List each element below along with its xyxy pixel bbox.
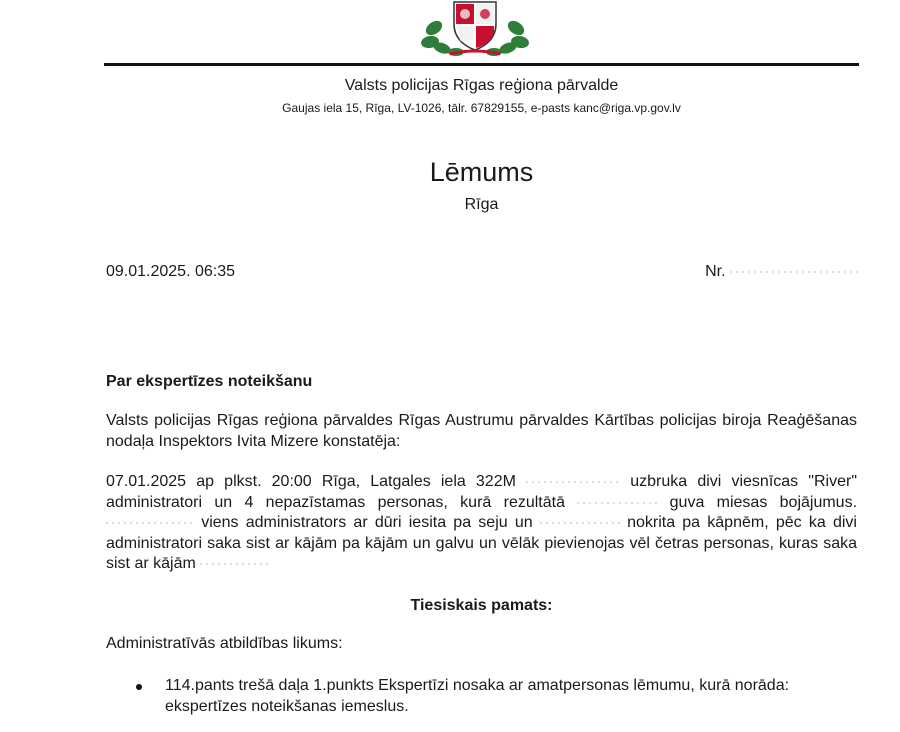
- incident-text-part5: nokrita pa kāpnēm, pēc ka divi administratori saka sist ar kājām pa kājām un galvu un vēlāk pievienojas vēl četras personas, kuras saka sist ar kājām: [106, 514, 857, 572]
- document-title: Lēmums: [429, 157, 534, 187]
- document-number-prefix: Nr.: [705, 263, 730, 280]
- legal-provisions-list: [106, 676, 857, 717]
- incident-description-paragraph: [106, 472, 857, 575]
- header-divider: [104, 63, 859, 66]
- findings-intro-paragraph: Valsts policijas Rīgas reģiona pārvaldes Rīgas Austrumu pārvaldes Kārtības policijas biroja Reaģēšanas nodaļa Inspektors Ivita Mizere konstatēja:: [106, 412, 857, 450]
- incident-text-part1: 07.01.2025 ap plkst. 20:00 Rīga, Latgales iela 322M: [106, 473, 516, 490]
- bullet-icon: [136, 684, 142, 690]
- list-item: [106, 676, 857, 717]
- redacted-text: [106, 515, 194, 530]
- redacted-text: [540, 515, 620, 530]
- provision-text: 114.pants trešā daļa 1.punkts Ekspertīzi nosaka ar amatpersonas lēmumu, kurā norāda: ekspertīzes noteikšanas iemeslus.: [165, 677, 790, 715]
- incident-text-part4: viens administrators ar dūri iesita pa seju un: [201, 514, 533, 531]
- document-date: 09.01.2025. 06:35: [106, 263, 236, 280]
- redacted-text: [200, 556, 270, 571]
- legal-basis-heading: Tiesiskais pamats:: [410, 597, 553, 614]
- organization-address: Gaujas iela 15, Rīga, LV-1026, tālr. 67829155, e-pasts kanc@riga.vp.gov.lv: [282, 101, 681, 115]
- document-place: Rīga: [464, 196, 499, 213]
- law-name: Administratīvās atbildības likums:: [106, 635, 343, 652]
- redacted-text: [577, 495, 657, 510]
- latvia-coat-of-arms-icon: [420, 0, 530, 56]
- document-number: [705, 263, 858, 281]
- decision-subject: Par ekspertīzes noteikšanu: [106, 373, 313, 390]
- incident-text-part3: guva miesas bojājumus.: [669, 493, 858, 511]
- redacted-text: [526, 474, 620, 489]
- incident-text-part2: uzbruka divi viesnīcas "River" administratori un 4 nepazīstamas personas, kurā rezultātā: [106, 473, 858, 511]
- redacted-number: [730, 264, 858, 280]
- organization-name: Valsts policijas Rīgas reģiona pārvalde: [344, 77, 619, 94]
